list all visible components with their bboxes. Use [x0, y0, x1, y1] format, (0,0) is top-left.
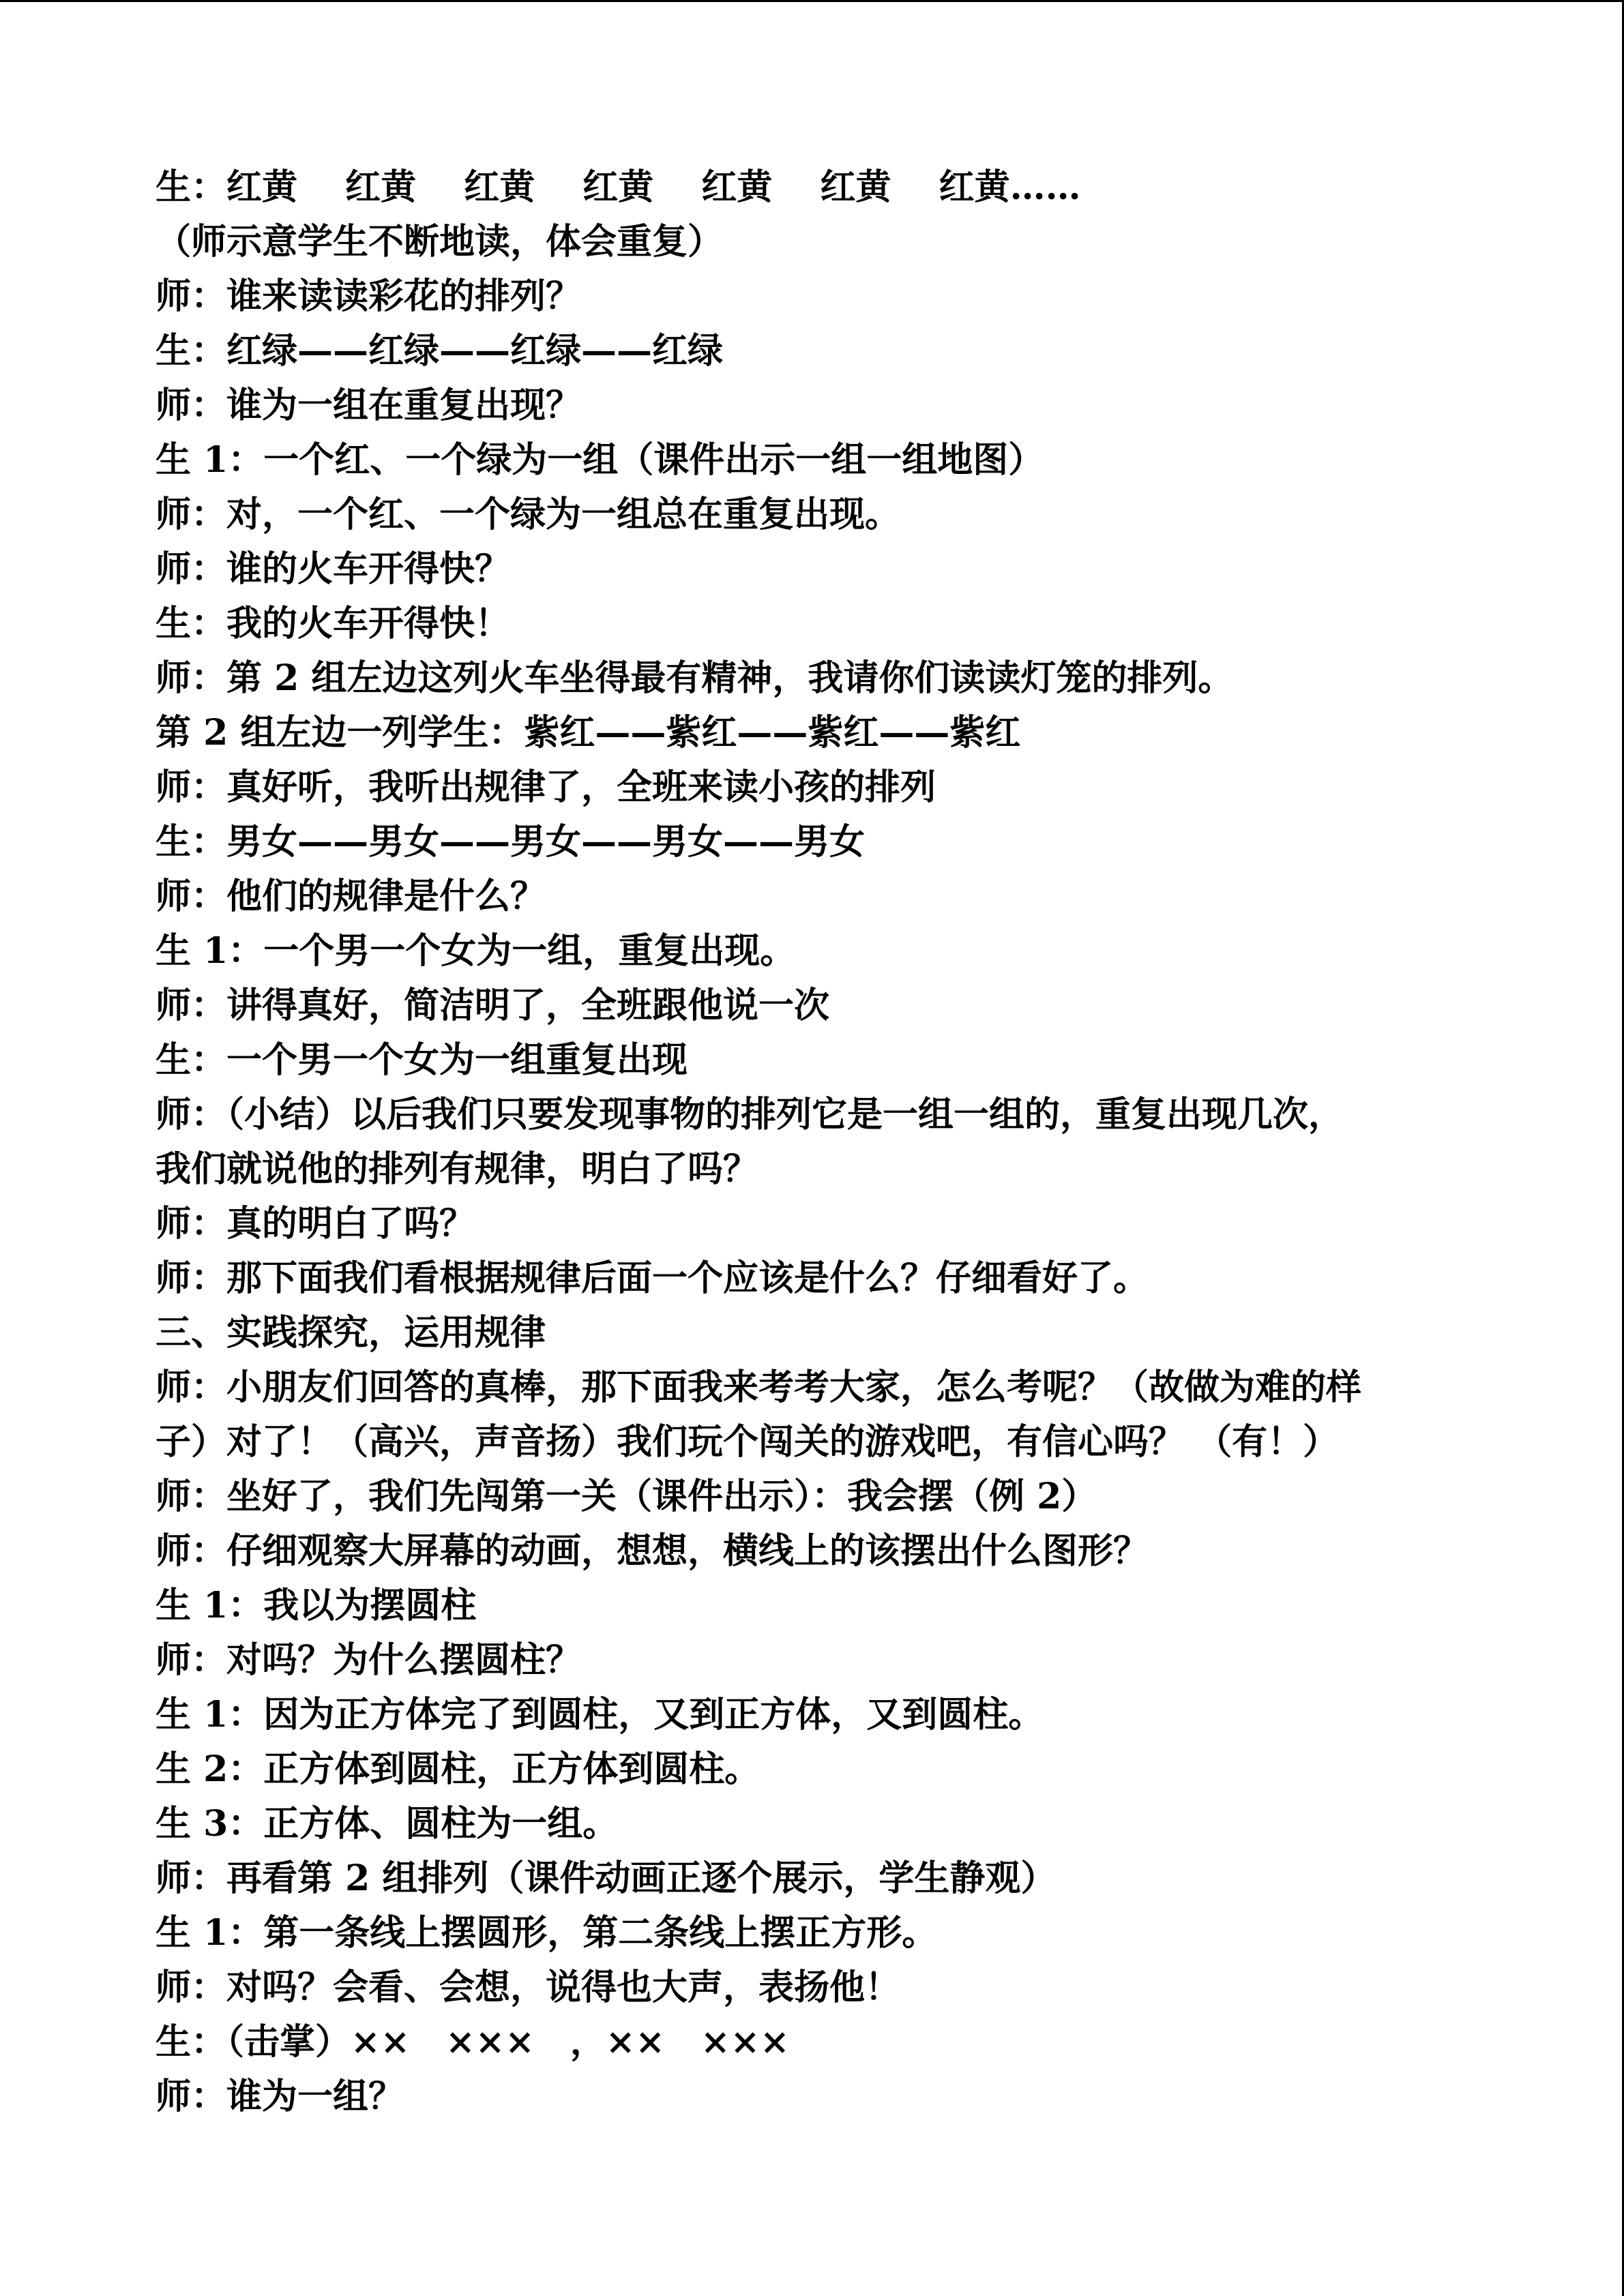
text-line: 师：他们的规律是什么？ — [156, 876, 546, 917]
text-line: 师：讲得真好，简洁明了，全班跟他说一次 — [156, 985, 830, 1026]
text-line: 师：对吗？会看、会想，说得也大声，表扬他！ — [156, 1967, 901, 2008]
text-line: 师：对吗？为什么摆圆柱？ — [156, 1639, 582, 1681]
text-line: 师：坐好了，我们先闯第一关（课件出示）：我会摆（例 2） — [156, 1476, 1097, 1517]
text-line: 第 2 组左边一列学生：紫红——紫红——紫红——紫红 — [156, 712, 1021, 754]
text-line: 生 1：一个男一个女为一组，重复出现。 — [156, 930, 796, 972]
text-line: 生 1：我以为摆圆柱 — [156, 1585, 477, 1626]
text-line: （师示意学生不断地读，体会重复） — [156, 221, 724, 263]
text-line: 师：那下面我们看根据规律后面一个应该是什么？仔细看好了。 — [156, 1257, 1149, 1299]
text-line: 生：我的火车开得快！ — [156, 603, 511, 644]
text-line: 师：真的明白了吗？ — [156, 1203, 475, 1244]
text-line: 师：对，一个红、一个绿为一组总在重复出现。 — [156, 494, 901, 535]
document-body — [156, 160, 1492, 2124]
text-line: 生 3：正方体、圆柱为一组。 — [156, 1803, 619, 1845]
text-line: 子）对了！（高兴，声音扬）我们玩个闯关的游戏吧，有信心吗？ （有！） — [156, 1421, 1339, 1463]
text-line: 生 1：第一条线上摆圆形，第二条线上摆正方形。 — [156, 1912, 938, 1954]
text-line: 师：第 2 组左边这列火车坐得最有精神，我请你们读读灯笼的排列。 — [156, 657, 1234, 699]
text-line: 生：（击掌）×× ××× ，×× ××× — [156, 2021, 790, 2063]
text-line: 生：红黄 红黄 红黄 红黄 红黄 红黄 红黄…… — [156, 166, 1081, 208]
text-line: 师：谁为一组在重复出现？ — [156, 385, 582, 426]
text-line: 生 1：因为正方体完了到圆柱，又到正方体，又到圆柱。 — [156, 1694, 1044, 1735]
text-line: 师：小朋友们回答的真棒，那下面我来考考大家，怎么考呢？（故做为难的样 — [156, 1367, 1362, 1408]
text-line: 师：谁的火车开得快？ — [156, 548, 511, 590]
text-line: 生：红绿——红绿——红绿——红绿 — [156, 330, 724, 372]
text-line: 生 2：正方体到圆柱，正方体到圆柱。 — [156, 1748, 761, 1790]
text-line: 师：谁为一组？ — [156, 2076, 404, 2117]
text-line: 生 1：一个红、一个绿为一组（课件出示一组一组地图） — [156, 439, 1044, 481]
text-line: 师：（小结）以后我们只要发现事物的排列它是一组一组的，重复出现几次， — [156, 1094, 1344, 1135]
section-heading: 三、实践探究，运用规律 — [156, 1312, 546, 1354]
text-line: 我们就说他的排列有规律，明白了吗？ — [156, 1148, 759, 1190]
text-line: 生：一个男一个女为一组重复出现 — [156, 1039, 688, 1081]
text-line: 师：谁来读读彩花的排列？ — [156, 275, 582, 317]
text-line: 生：男女——男女——男女——男女——男女 — [156, 821, 866, 863]
text-line: 师：仔细观察大屏幕的动画，想想，横线上的该摆出什么图形？ — [156, 1530, 1149, 1572]
text-line: 师：再看第 2 组排列（课件动画正逐个展示，学生静观） — [156, 1858, 1057, 1899]
text-line: 师：真好听，我听出规律了，全班来读小孩的排列 — [156, 766, 936, 808]
